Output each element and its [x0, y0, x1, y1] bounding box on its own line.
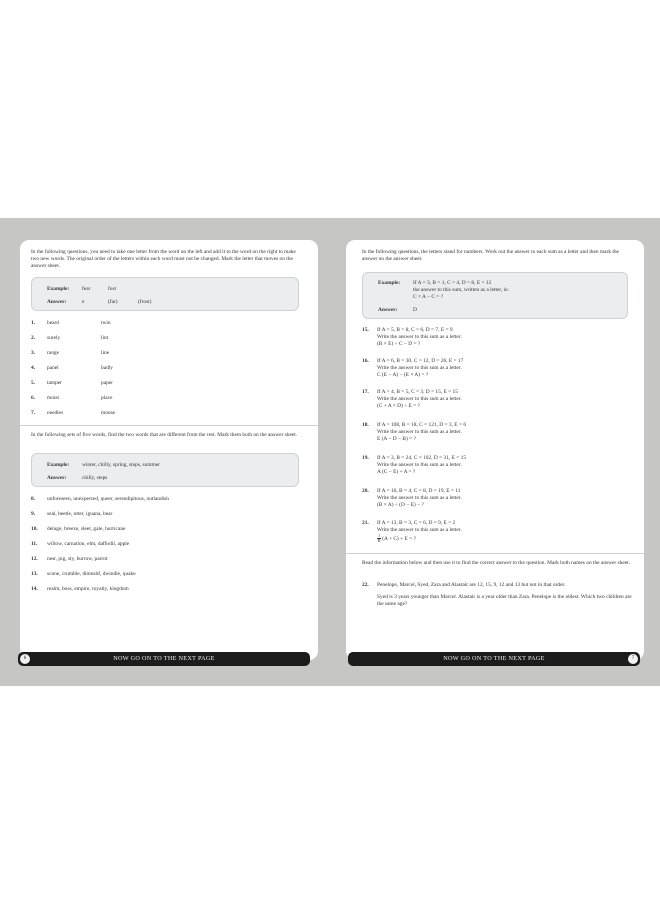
- question-number: 5.: [31, 380, 36, 386]
- answer-letter: e: [82, 299, 85, 305]
- example-box-letter-move: [31, 277, 299, 311]
- right-word: lint: [101, 335, 109, 341]
- answer-letter: D: [413, 307, 417, 313]
- question-number: 6.: [31, 395, 36, 401]
- example-word1: fear: [82, 286, 91, 292]
- left-word: beard: [47, 320, 59, 326]
- example-label: Example:: [378, 280, 401, 286]
- question-sum: (B × A) ÷ (D − E) − ?: [377, 502, 424, 508]
- question-words: realm, boss, empire, royalty, kingdom: [47, 586, 129, 592]
- question-sum: E (A − D − B) = ?: [377, 436, 416, 442]
- next-page-notice-right: NOW GO ON TO THE NEXT PAGE: [443, 655, 545, 662]
- question-22-text: Penelope, Marcel, Syed, Zara and Alastair are 12, 15, 9, 12 and 13 but not in that order.: [377, 582, 566, 588]
- left-word: surely: [47, 335, 61, 341]
- question-sum: C (E − A) − (E × A) = ?: [377, 372, 429, 378]
- question-sum: [377, 534, 416, 544]
- question-number: 2.: [31, 335, 36, 341]
- question-number: 20.: [362, 488, 369, 494]
- question-values: If A = 108, B = 18, C = 121, D = 3, E = 6: [377, 422, 467, 428]
- left-word: moist: [47, 395, 59, 401]
- section1-instructions: In the following questions, you need to take one letter from the word on the left and add it to the word on the right to make two new words. The original order of the letters within each word must not be changed. Mark the letter that moves on the answer sheet.: [31, 249, 296, 270]
- example-label: Example:: [47, 286, 70, 292]
- example-prompt: the answer to this sum, written as a letter, is:: [413, 287, 509, 293]
- question-number: 12.: [31, 556, 38, 562]
- question-number: 4.: [31, 365, 36, 371]
- section-divider: [346, 553, 644, 554]
- answer-label: Answer:: [47, 299, 67, 305]
- section-divider: [20, 425, 318, 426]
- question-22-clues: Syed is 3 years younger than Marcel. Alastair is a year older than Zara. Penelope is the oldest. Which two children are the same age?: [377, 594, 632, 608]
- next-page-notice-left: NOW GO ON TO THE NEXT PAGE: [113, 655, 215, 662]
- example-values: If A = 3, B = 1, C = 4, D = 8, E = 12: [413, 280, 492, 286]
- question-values: If A = 3, B = 24, C = 102, D = 31, E = 15: [377, 455, 467, 461]
- question-number: 14.: [31, 586, 38, 592]
- question-sum: (B × E) ÷ C − D = ?: [377, 341, 421, 347]
- answer-word1: (far): [108, 299, 118, 305]
- answer-label: Answer:: [378, 307, 398, 313]
- question-number: 8.: [31, 496, 36, 502]
- left-word: needles: [47, 410, 64, 416]
- fraction-numerator: 1: [378, 533, 381, 538]
- footer-left: [18, 652, 310, 666]
- answer-words: chilly, steps: [82, 475, 108, 481]
- right-word: twin: [101, 320, 111, 326]
- question-number: 17.: [362, 389, 369, 395]
- question-words: nest, pig, sty, burrow, parrot: [47, 556, 108, 562]
- question-number: 21.: [362, 520, 369, 526]
- question-number: 1.: [31, 320, 36, 326]
- footer-right: [348, 652, 640, 666]
- question-prompt: Write the answer to this sum as a letter.: [377, 527, 462, 533]
- example-words: winter, chilly, spring, steps, summer: [82, 462, 160, 468]
- left-word: panel: [47, 365, 59, 371]
- question-number: 7.: [31, 410, 36, 416]
- page-number-right: 7: [628, 654, 638, 664]
- question-prompt: Write the answer to this sum as a letter.: [377, 365, 462, 371]
- question-prompt: Write the answer to this sum as a letter.: [377, 495, 462, 501]
- section2-instructions: In the following sets of five words, find the two words that are different from the rest. Mark them both on the answer sheet.: [31, 432, 298, 438]
- question-words: willow, carnation, elm, daffodil, apple: [47, 541, 130, 547]
- right-word: mouse: [101, 410, 116, 416]
- question-values: If A = 13, B = 3, C = 6, D = 9, E = 2: [377, 520, 456, 526]
- right-word: place: [101, 395, 113, 401]
- example-word2: fost: [108, 286, 117, 292]
- question-prompt: Write the answer to this sum as a letter.: [377, 396, 462, 402]
- question-number: 15.: [362, 327, 369, 333]
- left-page: [20, 240, 318, 660]
- book-spread: [0, 218, 660, 686]
- question-prompt: Write the answer to this sum as a letter.: [377, 462, 462, 468]
- example-label: Example:: [47, 462, 70, 468]
- question-sum: (C + A × D) ÷ E = ?: [377, 403, 420, 409]
- fraction: [377, 534, 381, 544]
- question-words: scone, crumble, dimnshf, dwindle, quake: [47, 571, 136, 577]
- question-words: seal, beetle, otter, iguana, bear: [47, 511, 113, 517]
- question-prompt: Write the answer to this sum as a letter.: [377, 429, 462, 435]
- right-word: badly: [101, 365, 113, 371]
- question-number: 3.: [31, 350, 36, 356]
- question-number: 19.: [362, 455, 369, 461]
- right-word: paper: [101, 380, 113, 386]
- question-values: If A = 6, B = 30, C = 12, D = 26, E = 17: [377, 358, 464, 364]
- answer-word2: (frost): [138, 299, 152, 305]
- section2-instructions: Read the information below and then use it to find the correct answer to the question. Mark both names on the answer sheet.: [362, 560, 630, 566]
- question-words: unforeseen, unexpected, queer, serendipitous, outlandish: [47, 496, 169, 502]
- right-page: [346, 240, 644, 660]
- right-word: line: [101, 350, 110, 356]
- question-number: 18.: [362, 422, 369, 428]
- question-values: If A = 4, B = 5, C = 3, D = 15, E = 15: [377, 389, 458, 395]
- question-values: If A = 16, B = 4, C = 8, D = 19, E = 11: [377, 488, 461, 494]
- example-box-letter-sums: [362, 272, 628, 319]
- question-number: 10.: [31, 526, 38, 532]
- section1-instructions: In the following questions, the letters stand for numbers. Work out the answer to each sum as a letter and then mark the answer on the answer sheet.: [362, 249, 619, 263]
- question-values: If A = 5, B = 8, C = 6, D = 7, E = 9: [377, 327, 453, 333]
- left-word: tamper: [47, 380, 62, 386]
- question-number: 11.: [31, 541, 38, 547]
- question-sum: A (C − E) + A = ?: [377, 469, 416, 475]
- question-number: 13.: [31, 571, 38, 577]
- question-prompt: Write the answer to this sum as a letter.: [377, 334, 462, 340]
- example-box-odd-pair: [31, 453, 299, 487]
- question-number: 22.: [362, 582, 369, 588]
- page-number-left: 6: [20, 654, 30, 664]
- question-number: 9.: [31, 511, 36, 517]
- fraction-denominator: B: [377, 538, 381, 544]
- question-words: deluge, breeze, sleet, gale, hurricane: [47, 526, 126, 532]
- question-sum-rest: (A + C) + E = ?: [382, 536, 416, 543]
- question-number: 16.: [362, 358, 369, 364]
- left-word: range: [47, 350, 59, 356]
- answer-label: Answer:: [47, 475, 67, 481]
- example-sum: C × A − C = ?: [413, 294, 444, 300]
